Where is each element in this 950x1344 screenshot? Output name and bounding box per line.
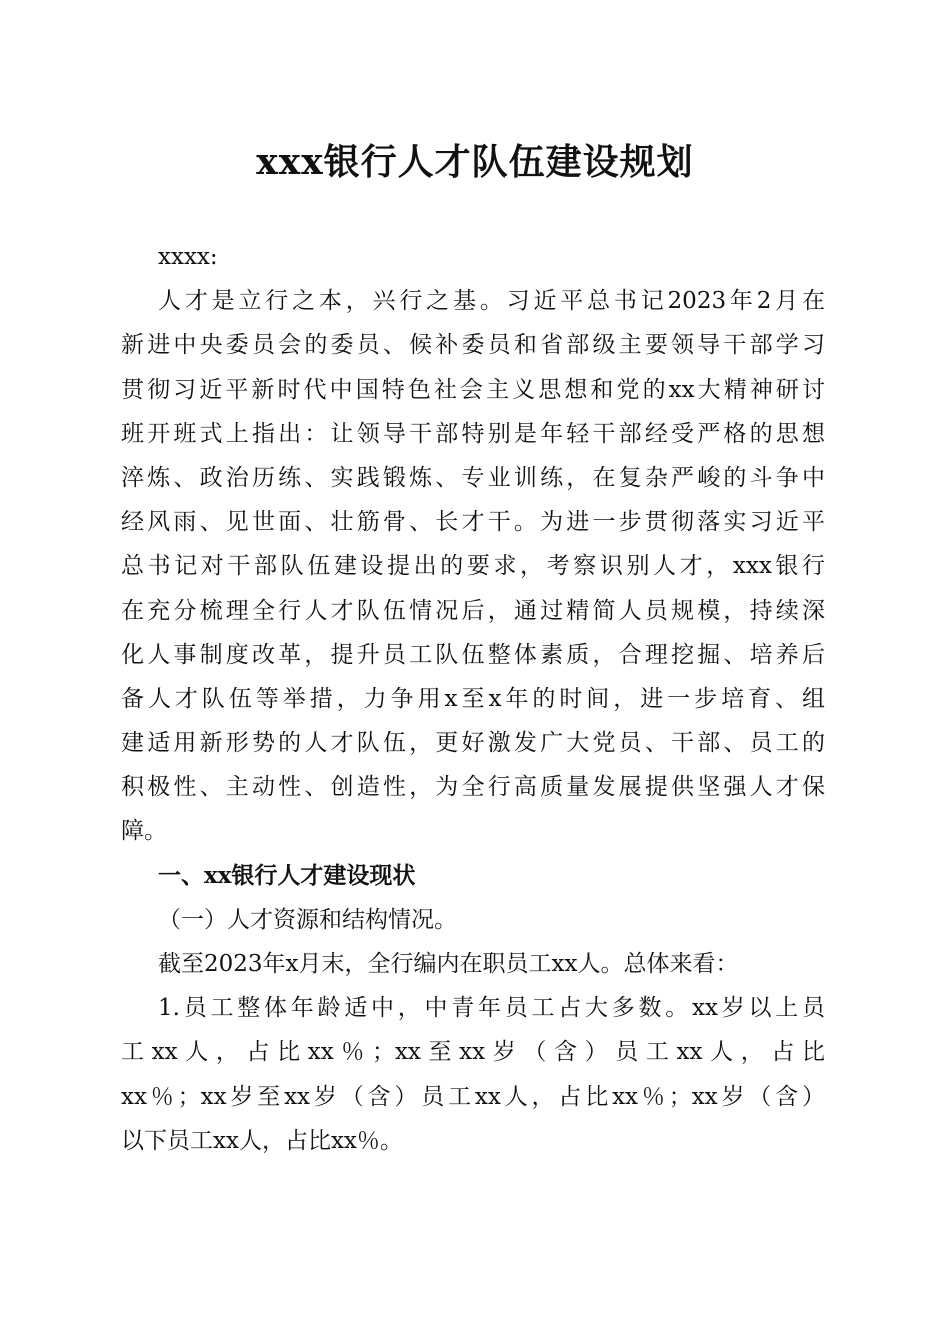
subsection-heading: （一）人才资源和结构情况。: [158, 906, 457, 933]
paragraph-line: 障。: [121, 818, 167, 845]
paragraph-line: 班开班式上指出：让领导干部特别是年轻干部经受严格的思想: [121, 420, 825, 447]
paragraph-line: 工xx人，占比xx％；xx至xx岁（含）员工xx人，占比: [121, 1039, 825, 1066]
paragraph-line: 化人事制度改革，提升员工队伍整体素质，合理挖掘、培养后: [121, 641, 825, 668]
paragraph-line: 备人才队伍等举措，力争用x至x年的时间，进一步培育、组: [121, 685, 825, 712]
paragraph-line: 1.员工整体年龄适中，中青年员工占大多数。xx岁以上员: [158, 995, 825, 1022]
paragraph-line: 人才是立行之本，兴行之基。习近平总书记2023年2月在: [158, 288, 825, 315]
paragraph-line: 贯彻习近平新时代中国特色社会主义思想和党的xx大精神研讨: [121, 376, 825, 403]
paragraph-line: 建适用新形势的人才队伍，更好激发广大党员、干部、员工的: [121, 730, 825, 757]
paragraph-line: 新进中央委员会的委员、候补委员和省部级主要领导干部学习: [121, 332, 825, 359]
document-title: xxx银行人才队伍建设规划: [256, 141, 694, 183]
paragraph-line: 总书记对干部队伍建设提出的要求，考察识别人才，xxx银行: [121, 553, 825, 580]
salutation: xxxx:: [158, 244, 218, 270]
paragraph-line: 淬炼、政治历练、实践锻炼、专业训练，在复杂严峻的斗争中: [121, 464, 825, 491]
paragraph-line: 积极性、主动性、创造性，为全行高质量发展提供坚强人才保: [121, 774, 825, 801]
paragraph-line: 以下员工xx人，占比xx％。: [121, 1127, 403, 1154]
document-body: [121, 235, 825, 1163]
paragraph-line: 经风雨、见世面、壮筋骨、长才干。为进一步贯彻落实习近平: [121, 509, 825, 536]
status-line: 截至2023年x月末，全行编内在职员工xx人。总体来看：: [158, 951, 739, 977]
section-heading: 一、xx银行人才建设现状: [158, 861, 416, 889]
paragraph-line: 在充分梳理全行人才队伍情况后，通过精简人员规模，持续深: [121, 597, 825, 624]
paragraph-line: xx％；xx岁至xx岁（含）员工xx人，占比xx％；xx岁（含）: [121, 1083, 825, 1110]
